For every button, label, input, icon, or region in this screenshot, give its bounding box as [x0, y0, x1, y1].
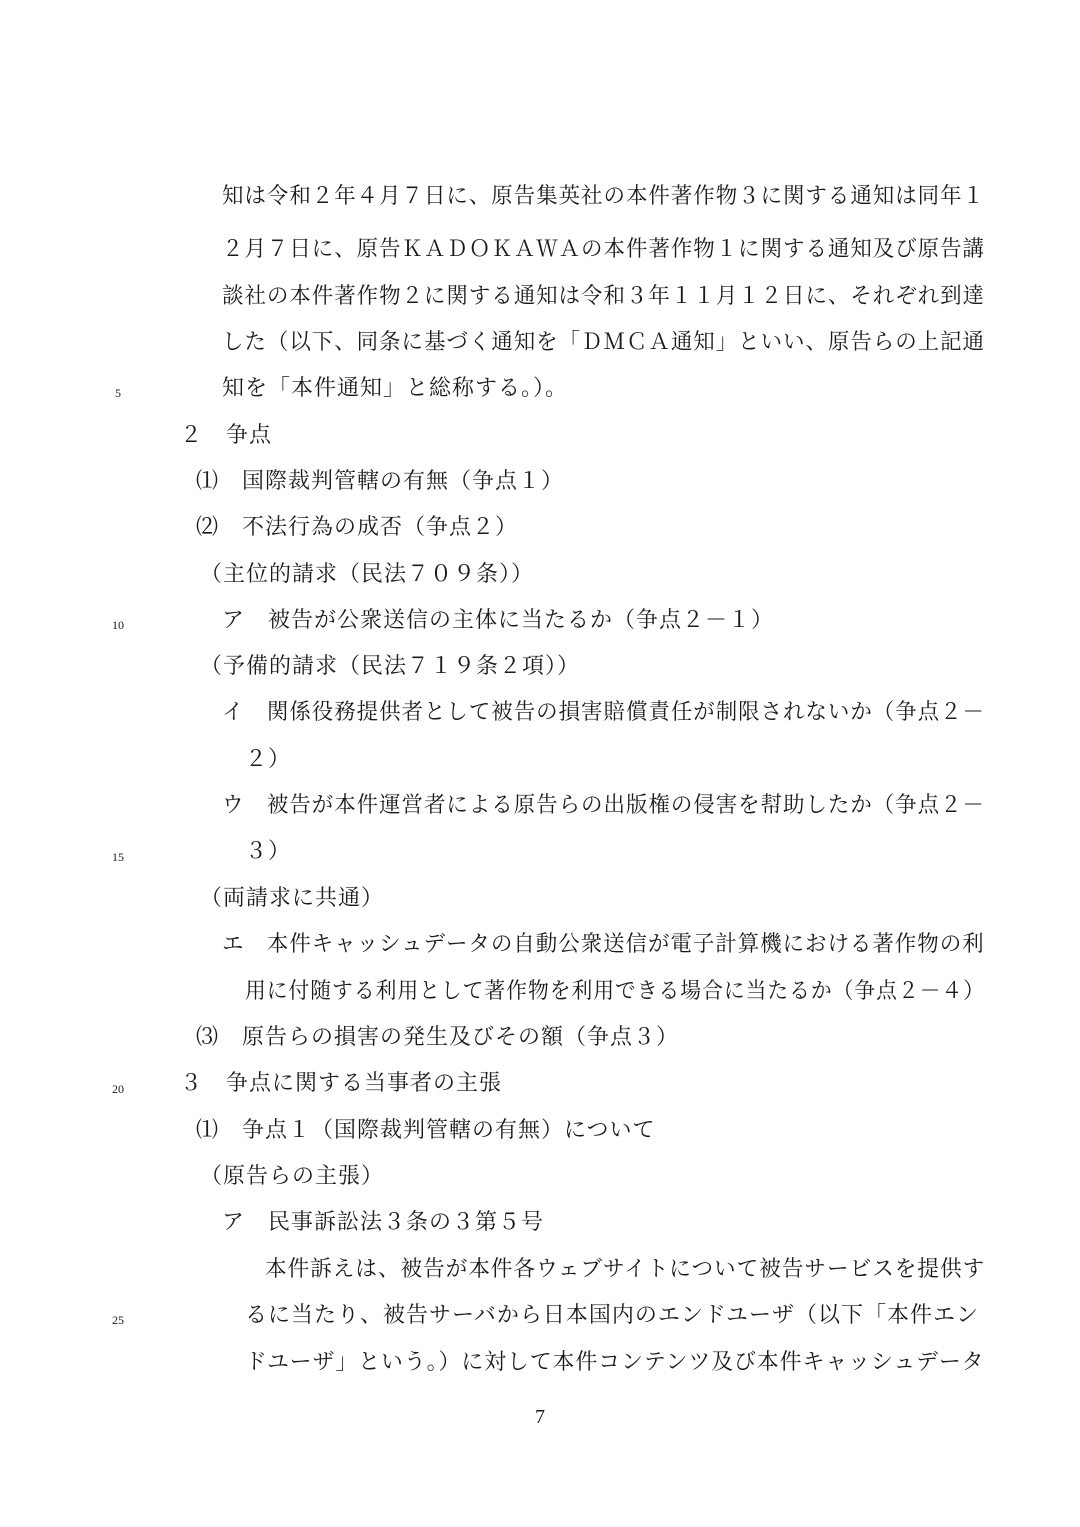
item-3: ⑶ 原告らの損害の発生及びその額（争点３） [196, 1025, 680, 1050]
section-heading-3: ３ 争点に関する当事者の主張 [180, 1071, 503, 1096]
paragraph-line-2: るに当たり、被告サーバから日本国内のエンドユーザ（以下「本件エン [245, 1303, 980, 1328]
primary-claim-heading: （主位的請求（民法７０９条）） [200, 562, 535, 587]
item-i-cont: ２） [245, 747, 292, 772]
common-claim-heading: （両請求に共通） [200, 886, 385, 911]
item-a: ア 被告が公衆送信の主体に当たるか（争点２－１） [222, 608, 775, 633]
body-line-5: 知を「本件通知」と総称する。）。 [222, 376, 569, 401]
line-number: 20 [112, 1082, 124, 1096]
line-number: 10 [112, 618, 124, 632]
sub-item-1: ⑴ 争点１（国際裁判管轄の有無）について [196, 1118, 656, 1143]
body-line-1: 知は令和２年４月７日に、原告集英社の本件著作物３に関する通知は同年１ [222, 184, 986, 209]
body-line-3: 談社の本件著作物２に関する通知は令和３年１１月１２日に、それぞれ到達 [222, 284, 986, 309]
line-number: 15 [112, 850, 124, 864]
item-i: イ 関係役務提供者として被告の損害賠償責任が制限されないか（争点２－ [222, 700, 986, 725]
paragraph-line-3: ドユーザ」という。）に対して本件コンテンツ及び本件キャッシュデータ [245, 1350, 985, 1375]
preliminary-claim-heading: （予備的請求（民法７１９条２項）） [200, 654, 581, 679]
line-number: 5 [115, 386, 121, 400]
paragraph-line-1: 本件訴えは、被告が本件各ウェブサイトについて被告サービスを提供す [265, 1257, 986, 1282]
item-u-cont: ３） [245, 839, 292, 864]
body-line-2: ２月７日に、原告ＫＡＤＯＫＡＷＡの本件著作物１に関する通知及び原告講 [222, 237, 986, 262]
line-number: 25 [112, 1313, 124, 1327]
page-number: 7 [535, 1406, 545, 1428]
item-e-cont: 用に付随する利用として著作物を利用できる場合に当たるか（争点２－４） [245, 979, 986, 1004]
sub-item-a: ア 民事訴訟法３条の３第５号 [222, 1210, 545, 1235]
body-line-4: した（以下、同条に基づく通知を「ＤＭＣＡ通知」といい、原告らの上記通 [222, 330, 986, 355]
section-heading-2: ２ 争点 [180, 423, 273, 448]
item-u: ウ 被告が本件運営者による原告らの出版権の侵害を幇助したか（争点２－ [222, 793, 986, 818]
item-e: エ 本件キャッシュデータの自動公衆送信が電子計算機における著作物の利 [222, 932, 985, 957]
plaintiff-claim-heading: （原告らの主張） [200, 1164, 385, 1189]
item-2: ⑵ 不法行為の成否（争点２） [196, 515, 519, 540]
item-1: ⑴ 国際裁判管轄の有無（争点１） [196, 469, 565, 494]
